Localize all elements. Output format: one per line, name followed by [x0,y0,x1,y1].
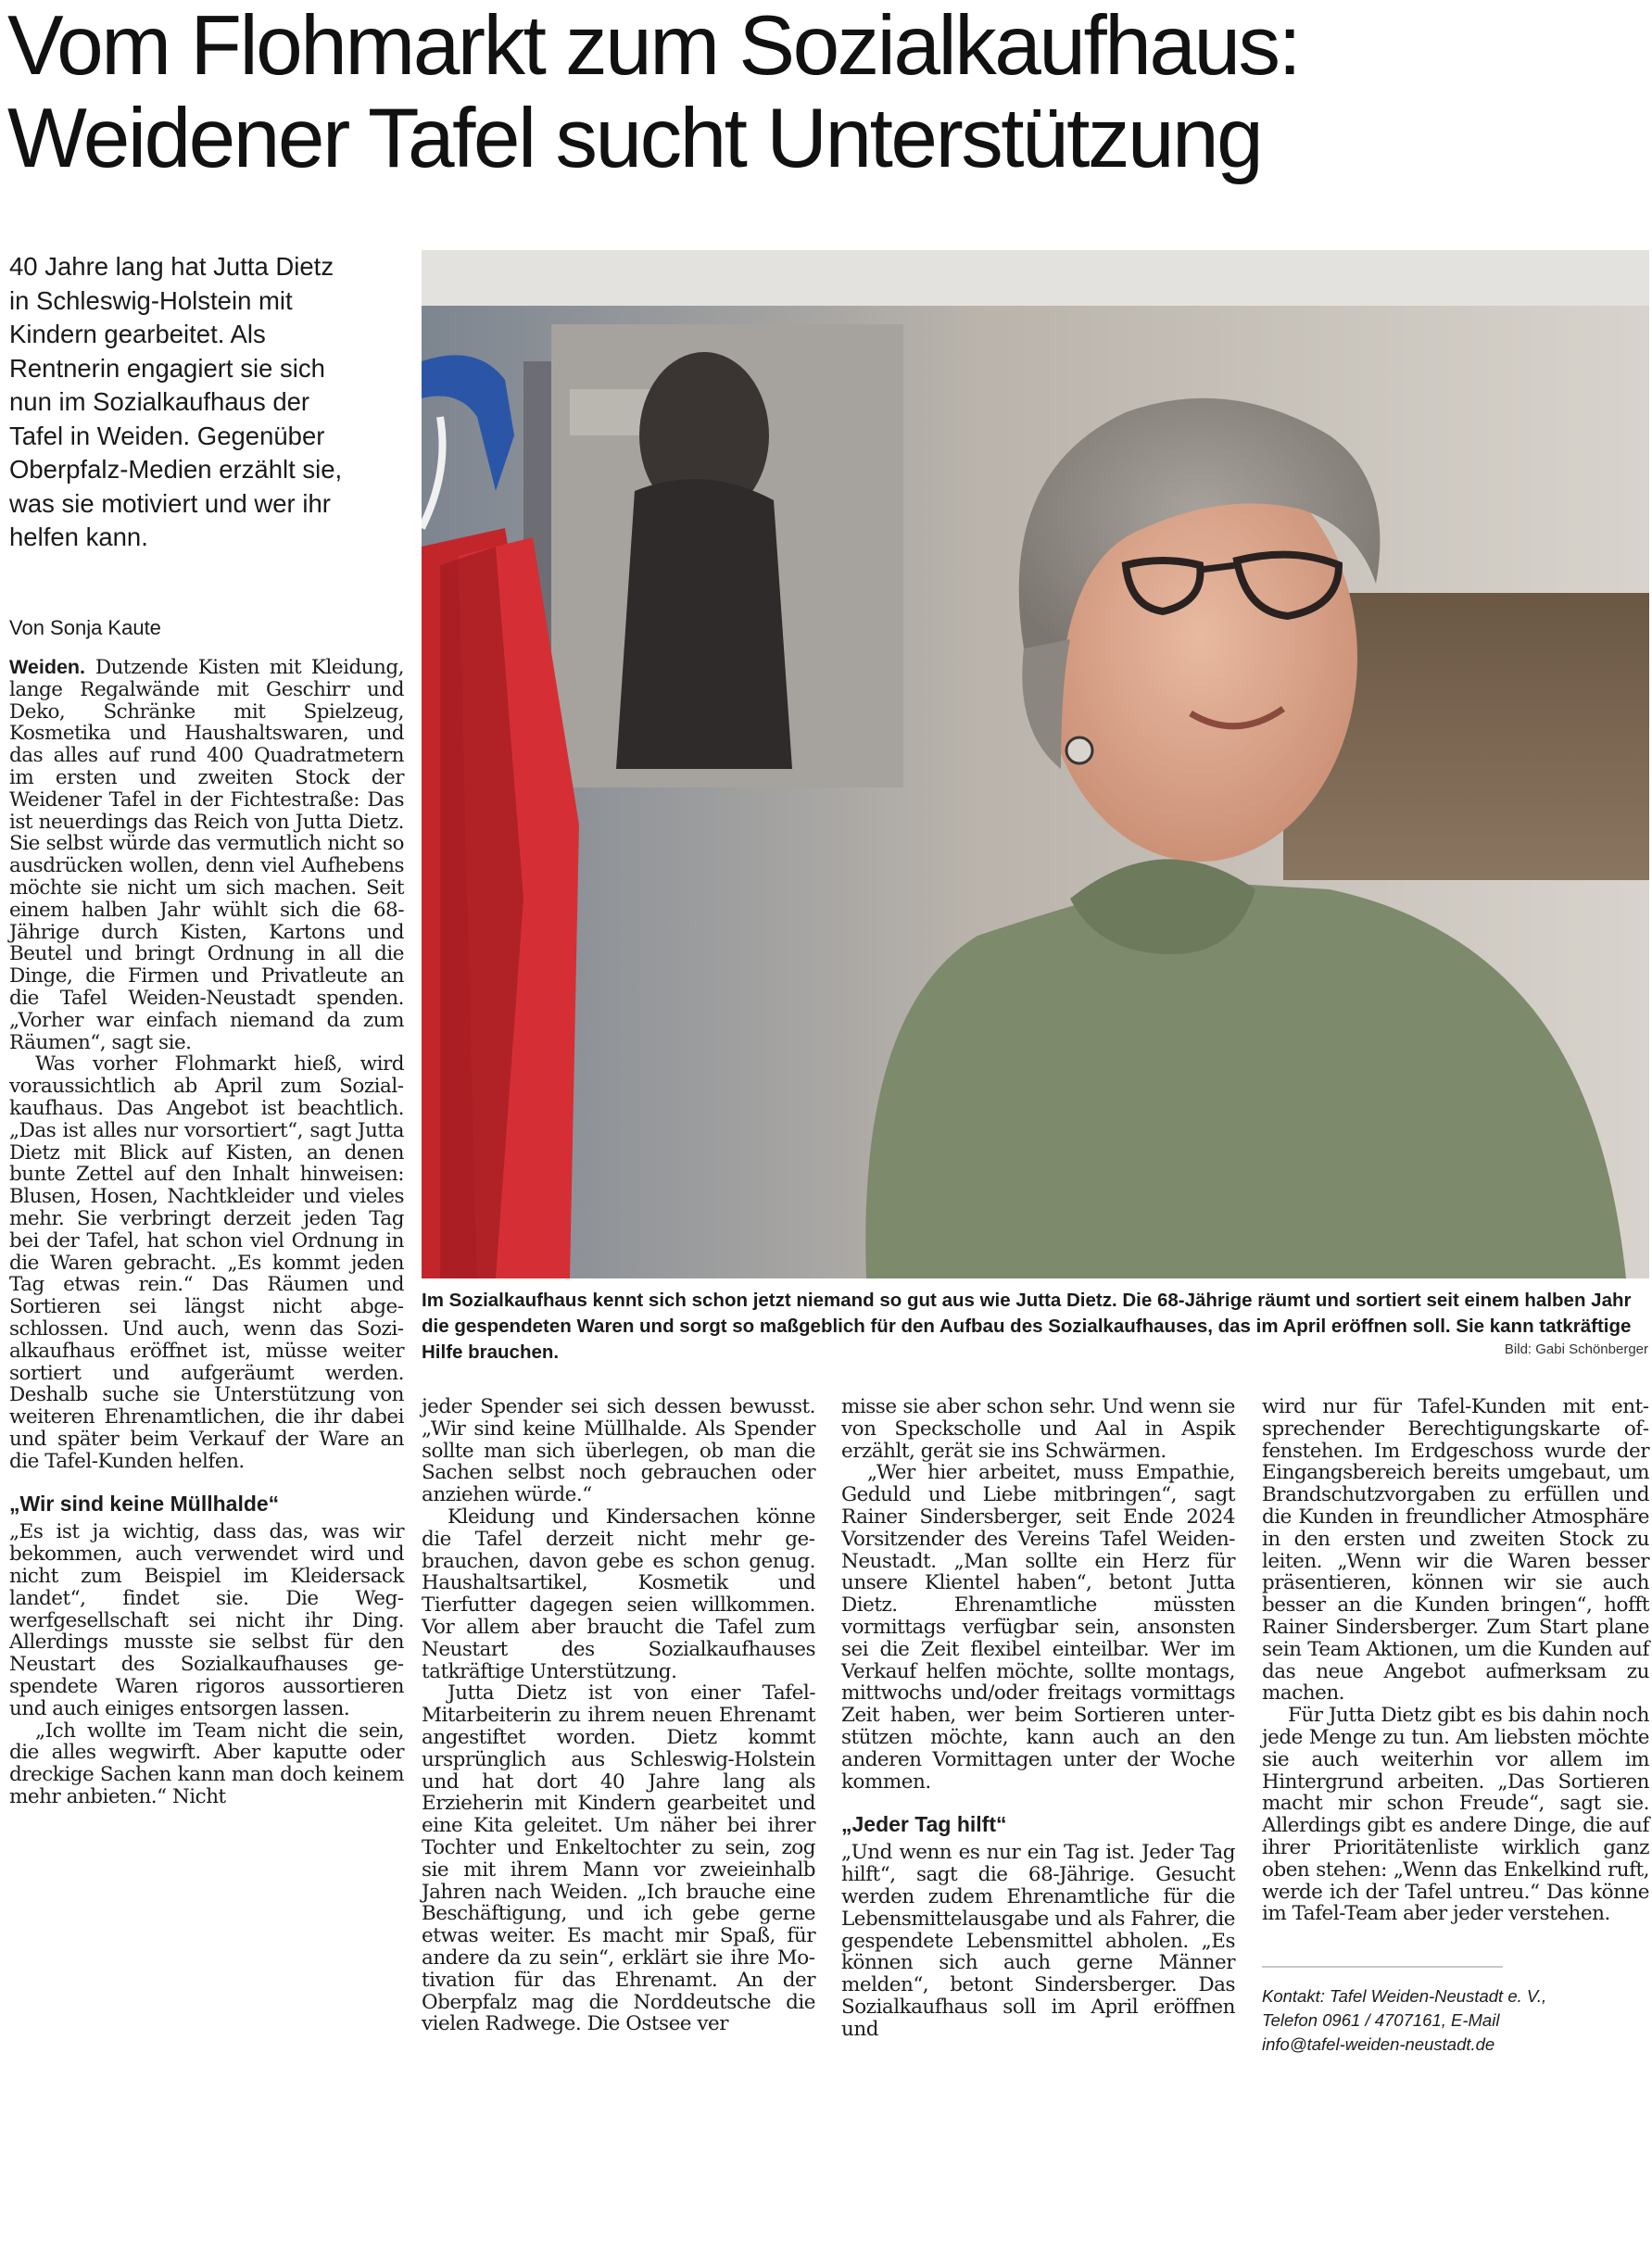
paragraph: „Wer hier arbeitet, muss Empathie, Geduld und Liebe mitbringen“, sagt Rainer Sindersberger, seit Ende 2024 Vorsitzender des Vereins Tafel Weiden-Neustadt. „Man sollte ein Herz für unsere Klientel haben“, betont Jutta Dietz. Ehrenamtliche müssten vormittags verfügbar sein, ansonsten sei die Zeit flexibel einteilbar. Wer im Verkauf helfen möchte, sollte montags, mittwochs und/oder freitags vormittags Zeit haben, wer beim Sortieren unterstützen möchte, kann auch an den anderen Vormittagen unter der Woche kommen. [841,1461,1235,1794]
paragraph [9,657,404,1053]
contact-email[interactable]: info@tafel-weiden-neustadt.de [1262,2034,1495,2055]
paragraph: Kleidung und Kindersachen könne die Tafel derzeit nicht mehr gebrauchen, davon gebe es schon genug. Haushaltsartikel, Kosmetik und Tierfutter dagegen seien willkommen. Vor allem aber braucht die Tafel zum Neustart des Sozialkaufhauses tatkräftige Unterstützung. [422,1505,815,1683]
contact-line: Kontakt: Tafel Weiden-Neustadt e. V., [1262,1986,1547,2007]
paragraph: „Ich wollte im Team nicht die sein, die alles wegwirft. Aber kaputte oder dreckige Sachen kann man doch keinem mehr anbieten.“ Nicht [9,1719,404,1809]
photo-credit: Bild: Gabi Schönberger [1504,1341,1648,1357]
photo-illustration [422,250,1649,1278]
paragraph: „Und wenn es nur ein Tag ist. Jeder Tag hilft“, sagt die 68-Jährige. Gesucht werden zudem Ehrenamtliche für die Lebensmittelausgabe und als Fahrer, die gespendete Lebensmittel abholen. „Es können sich auch gerne Männer melden“, betont Sindersberger. Das Sozialkaufhaus soll im April eröffnen und [841,1841,1235,2041]
intro-line: helfen kann. [9,523,148,551]
intro-line: Kindern gearbeitet. Als [9,320,266,348]
intro-line: Oberpfalz-Medien erzählt sie, [9,455,343,484]
photo-caption: Im Sozialkaufhaus kennt sich schon jetzt niemand so gut aus wie Jutta Dietz. Die 68-Jährige räumt und sortiert seit einem halben Jahr die gespendeten Waren und sorgt so maßgeblich für den Aufbau des Sozialkaufhauses, das im April eröffnen soll. Sie kann tatkräftige Hilfe brauchen. [422,1290,1632,1363]
paragraph: wird nur für Tafel-Kunden mit entsprechender Berechtigungskarte offenstehen. Im Erdgeschoss wurde der Eingangsbereich bereits umgebaut, um Brandschutzvorgaben zu erfüllen und die Kunden in freundlicher Atmosphäre in den ersten und zweiten Stock zu leiten. „Wenn wir die Waren besser präsentieren, können wir sie auch besser an die Kunden bringen“, hofft Rainer Sindersberger. Zum Start plane sein Team Aktionen, um die Kunden auf das neue Angebot aufmerksam zu machen. [1262,1395,1649,1706]
article-column-3 [841,1396,1235,2041]
intro-teaser [9,250,389,555]
paragraph: Was vorher Flohmarkt hieß, wird voraussichtlich ab April zum Sozialkaufhaus. Das Angebot ist beachtlich. „Das ist alles nur vorsortiert“, sagt Jutta Dietz mit Blick auf Kisten, an denen bunte Zettel auf den Inhalt hinweisen: Blusen, Hosen, Nachtkleider und vieles mehr. Sie verbringt derzeit jeden Tag bei der Tafel, hat schon viel Ordnung in die Waren gebracht. „Es kommt jeden Tag etwas rein.“ Das Räumen und Sortieren sei längst nicht abgeschlossen. Und auch, wenn das Sozialkaufhaus eröffnet ist, müsse weiter sortiert und aufgeräumt werden. Deshalb suche sie Unterstützung von weiteren Ehrenamtlichen, die ihr dabei und später beim Verkauf der Ware an die Tafel-Kunden helfen. [9,1052,404,1473]
paragraph-text: Dutzende Kisten mit Kleidung, lange Regalwände mit Geschirr und Deko, Schränke mit Spielzeug, Kosmetika und Haushaltswaren, und das alles auf rund 400 Quadratmetern im ersten und zweiten Stock der Weidener Tafel in der Fichtestraße: Das ist neuerdings das Reich von Jutta Dietz. Sie selbst würde das vermutlich nicht so ausdrücken wollen, denn viel Aufhebens möchte sie nicht um sich machen. Seit einem halben Jahr wühlt sich die 68-Jährige durch Kisten, Kartons und Beutel und bringt Ordnung in all die Dinge, die Firmen und Privatleute an die Tafel Weiden-Neustadt spenden. „Vorher war einfach niemand da zum Räumen“, sagt sie. [9,656,404,1054]
paragraph: jeder Spender sei sich dessen bewusst. „Wir sind keine Müllhalde. Als Spender sollte man sich überlegen, ob man die Sachen selbst noch gebrauchen oder anziehen würde.“ [422,1395,815,1507]
paragraph: Jutta Dietz ist von einer Tafel-Mitarbeiterin zu ihrem neuen Ehrenamt angestiftet worden. Dietz kommt ursprünglich aus Schleswig-Holstein und hat dort 40 Jahre lang als Erzieherin mit Kindern gearbeitet und eine Kita geleitet. Um näher bei ihrer Tochter und Enkeltochter zu sein, zog sie mit ihrem Mann vor zweieinhalb Jahren nach Weiden. „Ich brauche eine Beschäftigung, und ich gebe gerne etwas weiter. Es macht mir Spaß, für andere da zu sein“, erklärt sie ihre Motivation für das Ehrenamt. An der Oberpfalz mag die Norddeutsche die vielen Radwege. Die Ostsee ver [422,1681,815,2036]
contact-info [1262,1966,1547,2057]
intro-line: in Schleswig-Holstein mit [9,285,293,315]
intro-line: Tafel in Weiden. Gegenüber [9,421,325,450]
paragraph: Für Jutta Dietz gibt es bis dahin noch jede Menge zu tun. Am liebsten möchte sie auch weiterhin vor allem im Hintergrund arbeiten. „Das Sortieren macht mir schon Freude“, sagt sie. Allerdings gibt es andere Dinge, die auf ihrer Prioritätenliste wirklich ganz oben stehen: „Wenn das Enkelkind ruft, werde ich der Tafel untreu.“ Das könne im Tafel-Team aber jeder verstehen. [1262,1704,1649,1926]
intro-line: was sie motiviert und wer ihr [9,488,331,518]
article-photo [422,250,1649,1278]
headline-line-1: Vom Flohmarkt zum Sozialkaufhaus: [7,0,1300,93]
article-column-4 [1262,1396,1649,2057]
subheading: „Jeder Tag hilft“ [841,1812,1007,1837]
paragraph: misse sie aber schon sehr. Und wenn sie von Speckscholle und Aal in Aspik erzählt, gerät sie ins Schwärmen. [841,1395,1235,1463]
headline [7,0,1647,185]
subheading: „Wir sind keine Müllhalde“ [9,1492,280,1517]
author-byline: Von Sonja Kaute [9,616,161,639]
intro-line: 40 Jahre lang hat Jutta Dietz [9,252,334,281]
headline-line-2: Weidener Tafel sucht Unterstützung [7,92,1262,185]
article-column-1 [9,657,404,1808]
article-column-2 [422,1396,815,2035]
intro-line: nun im Sozialkaufhaus der [9,387,310,416]
intro-line: Rentnerin engagiert sie sich [9,353,325,383]
paragraph: „Es ist ja wichtig, dass das, was wir bekommen, auch verwendet wird und nicht zum Beispiel im Kleidersack landet“, findet sie. Die Wegwerfgesellschaft sei nicht ihr Ding. Allerdings musste sie selbst für den Neustart des Sozialkaufhauses gespendete Waren rigoros aussortieren und auch einiges entsorgen lassen. [9,1520,404,1720]
dateline: Weiden. [9,656,86,678]
contact-line: Telefon 0961 / 4707161, E-Mail [1262,2010,1500,2031]
